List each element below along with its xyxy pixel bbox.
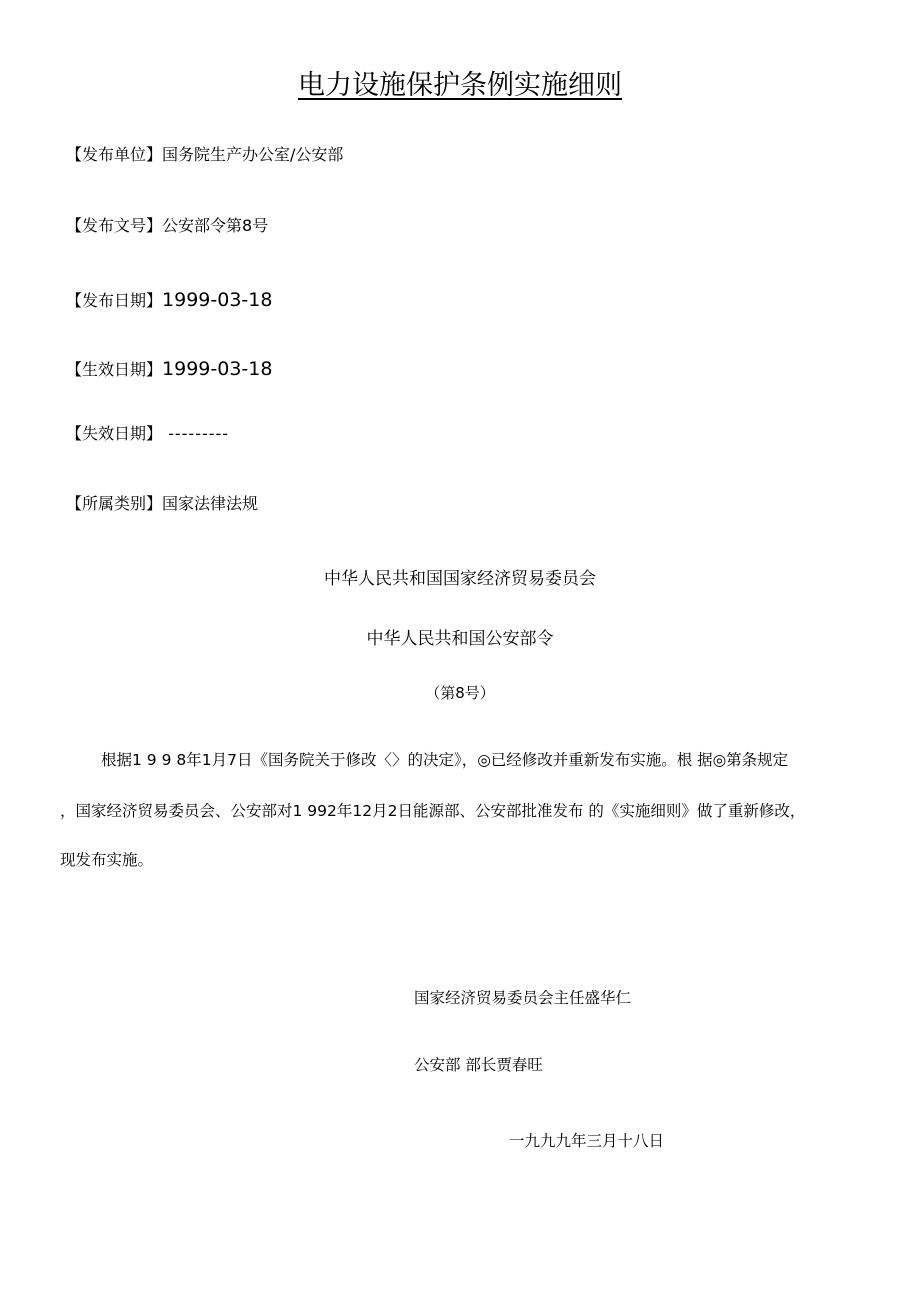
signature-line-2: 公安部 部长贾春旺	[414, 1056, 543, 1074]
meta-effective-date	[66, 357, 272, 382]
meta-value: 公安部令第8号	[162, 216, 269, 235]
document-title-text: 电力设施保护条例实施细则	[298, 70, 622, 101]
meta-value: ---------	[162, 424, 230, 443]
meta-publish-date	[66, 288, 272, 313]
meta-value: 1999-03-18	[162, 289, 273, 311]
meta-label: 【生效日期】	[66, 360, 163, 379]
meta-label: 【失效日期】	[66, 424, 163, 443]
body-line-3: 现发布实施。	[60, 851, 154, 869]
issuing-organization-1: 中华人民共和国国家经济贸易委员会	[324, 569, 596, 589]
meta-label: 【发布文号】	[66, 216, 163, 235]
body-line-1: 根据1 9 9 8年1月7日《国务院关于修改〈〉的决定》，◎已经修改并重新发布实施。根 据◎第条规定	[101, 751, 789, 769]
document-title	[0, 68, 920, 104]
meta-value: 国家法律法规	[162, 494, 259, 513]
meta-label: 【所属类别】	[66, 494, 163, 513]
meta-label: 【发布日期】	[66, 291, 163, 310]
body-line-2: ，国家经济贸易委员会、公安部对1 992年12月2日能源部、公安部批准发布 的《实施细则》做了重新修改，	[60, 802, 806, 820]
meta-doc-number	[66, 214, 268, 238]
meta-label: 【发布单位】	[66, 145, 163, 164]
meta-category	[66, 492, 258, 516]
order-number: （第8号）	[425, 684, 495, 702]
signature-date: 一九九九年三月十八日	[509, 1132, 665, 1150]
issuing-organization-2: 中华人民共和国公安部令	[366, 629, 554, 649]
meta-expiry-date	[66, 422, 229, 446]
meta-value: 1999-03-18	[162, 358, 273, 380]
signature-line-1: 国家经济贸易委员会主任盛华仁	[414, 989, 632, 1007]
meta-publisher	[66, 143, 343, 167]
meta-value: 国务院生产办公室/公安部	[162, 145, 344, 164]
